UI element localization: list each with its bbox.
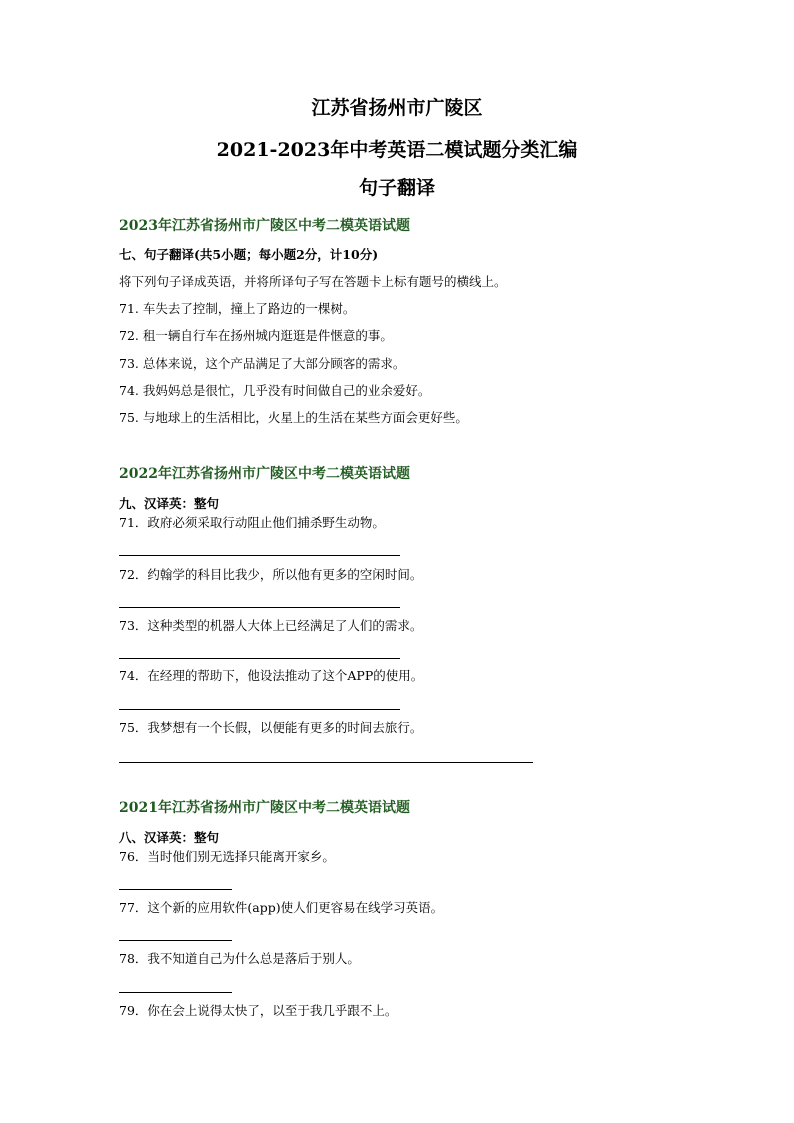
answer-blank-line bbox=[119, 607, 400, 608]
section-2021-subheading: 八、汉译英：整句 bbox=[119, 830, 220, 845]
answer-blank-line bbox=[119, 555, 400, 556]
doc-title-line-3: 句子翻译 bbox=[358, 177, 435, 199]
doc-title-line-2: 2021-2023年中考英语二模试题分类汇编 bbox=[216, 139, 578, 161]
question-item: 74. 我妈妈总是很忙，几乎没有时间做自己的业余爱好。 bbox=[119, 383, 431, 398]
answer-blank-line bbox=[119, 940, 232, 941]
question-item: 76．当时他们别无选择只能离开家乡。 bbox=[119, 849, 335, 864]
doc-title-line-1: 江苏省扬州市广陵区 bbox=[311, 97, 483, 119]
question-item: 78．我不知道自己为什么总是落后于别人。 bbox=[119, 951, 360, 966]
question-item: 74．在经理的帮助下，他设法推动了这个APP的使用。 bbox=[119, 668, 424, 683]
section-2021-heading: 2021年江苏省扬州市广陵区中考二模英语试题 bbox=[119, 800, 410, 816]
section-2023-instruction: 将下列句子译成英语，并将所译句子写在答题卡上标有题号的横线上。 bbox=[119, 274, 507, 289]
answer-blank-line bbox=[119, 992, 232, 993]
section-2023-subheading: 七、句子翻译(共5小题；每小题2分，计10分) bbox=[119, 247, 379, 262]
answer-blank-line bbox=[119, 762, 533, 763]
question-item: 71. 车失去了控制，撞上了路边的一棵树。 bbox=[119, 301, 356, 316]
question-item: 72．约翰学的科目比我少，所以他有更多的空闲时间。 bbox=[119, 567, 423, 582]
question-item: 71．政府必须采取行动阻止他们捕杀野生动物。 bbox=[119, 515, 385, 530]
question-item: 73. 总体来说，这个产品满足了大部分顾客的需求。 bbox=[119, 356, 406, 371]
question-item: 75. 与地球上的生活相比，火星上的生活在某些方面会更好些。 bbox=[119, 410, 468, 425]
answer-blank-line bbox=[119, 658, 400, 659]
question-item: 77．这个新的应用软件(app)使人们更容易在线学习英语。 bbox=[119, 900, 444, 915]
answer-blank-line bbox=[119, 709, 400, 710]
section-2022-subheading: 九、汉译英：整句 bbox=[119, 496, 220, 511]
section-2022-heading: 2022年江苏省扬州市广陵区中考二模英语试题 bbox=[119, 466, 410, 482]
question-item: 72. 租一辆自行车在扬州城内逛逛是件惬意的事。 bbox=[119, 328, 393, 343]
question-item: 79．你在会上说得太快了，以至于我几乎跟不上。 bbox=[119, 1003, 398, 1018]
question-item: 73．这种类型的机器人大体上已经满足了人们的需求。 bbox=[119, 618, 423, 633]
section-2023-heading: 2023年江苏省扬州市广陵区中考二模英语试题 bbox=[119, 218, 410, 234]
answer-blank-line bbox=[119, 889, 232, 890]
question-item: 75．我梦想有一个长假，以便能有更多的时间去旅行。 bbox=[119, 720, 423, 735]
